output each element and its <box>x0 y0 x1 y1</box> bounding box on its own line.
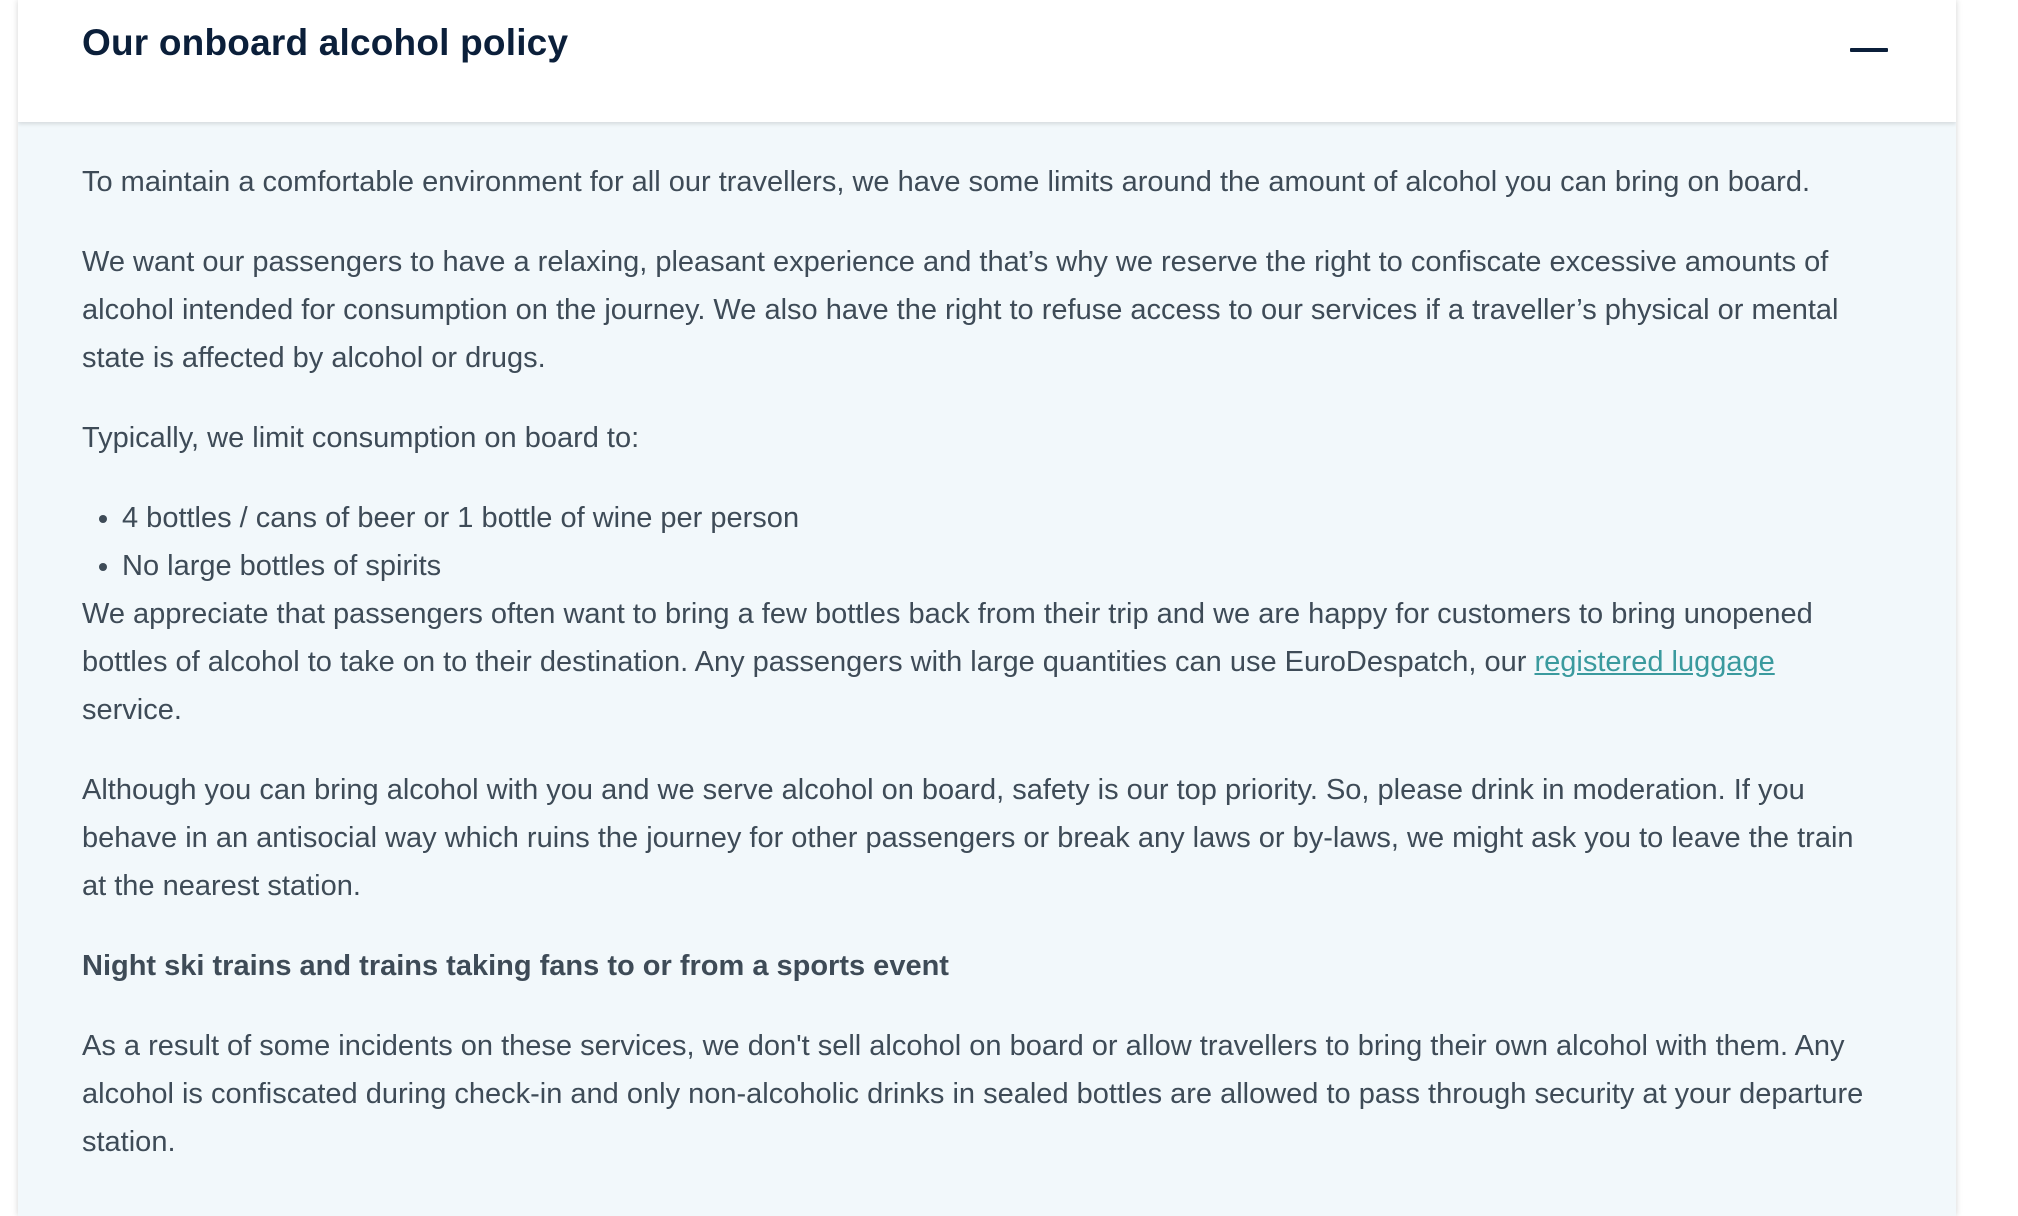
night-ski-paragraph: As a result of some incidents on these services, we don't sell alcohol on board or allow travellers to bring their own alcohol with them. Any alcohol is confiscated during check-in and only non-alcoholic drinks in sealed bottles are allowed to pass through security at your departure station. <box>82 1030 1864 1158</box>
limits-list <box>82 494 1882 590</box>
intro-paragraph: To maintain a comfortable environment for all our travellers, we have some limits around the amount of alcohol you can bring on board. <box>82 166 1811 198</box>
safety-paragraph: Although you can bring alcohol with you and we serve alcohol on board, safety is our top priority. So, please drink in moderation. If you behave in an antisocial way which ruins the journey for other passengers or break any laws or by-laws, we might ask you to leave the train at the nearest station. <box>82 774 1854 902</box>
reserve-right-paragraph: We want our passengers to have a relaxing, pleasant experience and that’s why we reserve the right to confiscate excessive amounts of alcohol intended for consumption on the journey. We also have the right to refuse access to our services if a traveller’s physical or mental state is affected by alcohol or drugs. <box>82 246 1839 374</box>
accordion-title: Our onboard alcohol policy <box>82 22 569 63</box>
night-ski-heading: Night ski trains and trains taking fans to or from a sports event <box>82 950 949 982</box>
list-item: • No large bottles of spirits <box>122 542 1882 590</box>
collapse-button[interactable] <box>1836 34 1900 66</box>
appreciate-text: We appreciate that passengers often want to bring a few bottles back from their trip and we are happy for customers to bring unopened bottles of alcohol to take on to their destination. Any passengers with large quantities can use EuroDespatch, our <box>82 598 1813 678</box>
registered-luggage-link[interactable]: registered luggage <box>1534 646 1775 678</box>
accordion-content <box>82 158 1882 1198</box>
registered-luggage-paragraph <box>82 590 1882 734</box>
limit-intro-paragraph: Typically, we limit consumption on board to: <box>82 422 640 454</box>
list-item: • 4 bottles / cans of beer or 1 bottle of wine per person <box>122 494 1882 542</box>
minus-icon <box>1850 48 1888 52</box>
accordion-header[interactable] <box>18 0 1956 122</box>
alcohol-policy-accordion <box>18 0 1956 1216</box>
service-text: service. <box>82 694 182 726</box>
